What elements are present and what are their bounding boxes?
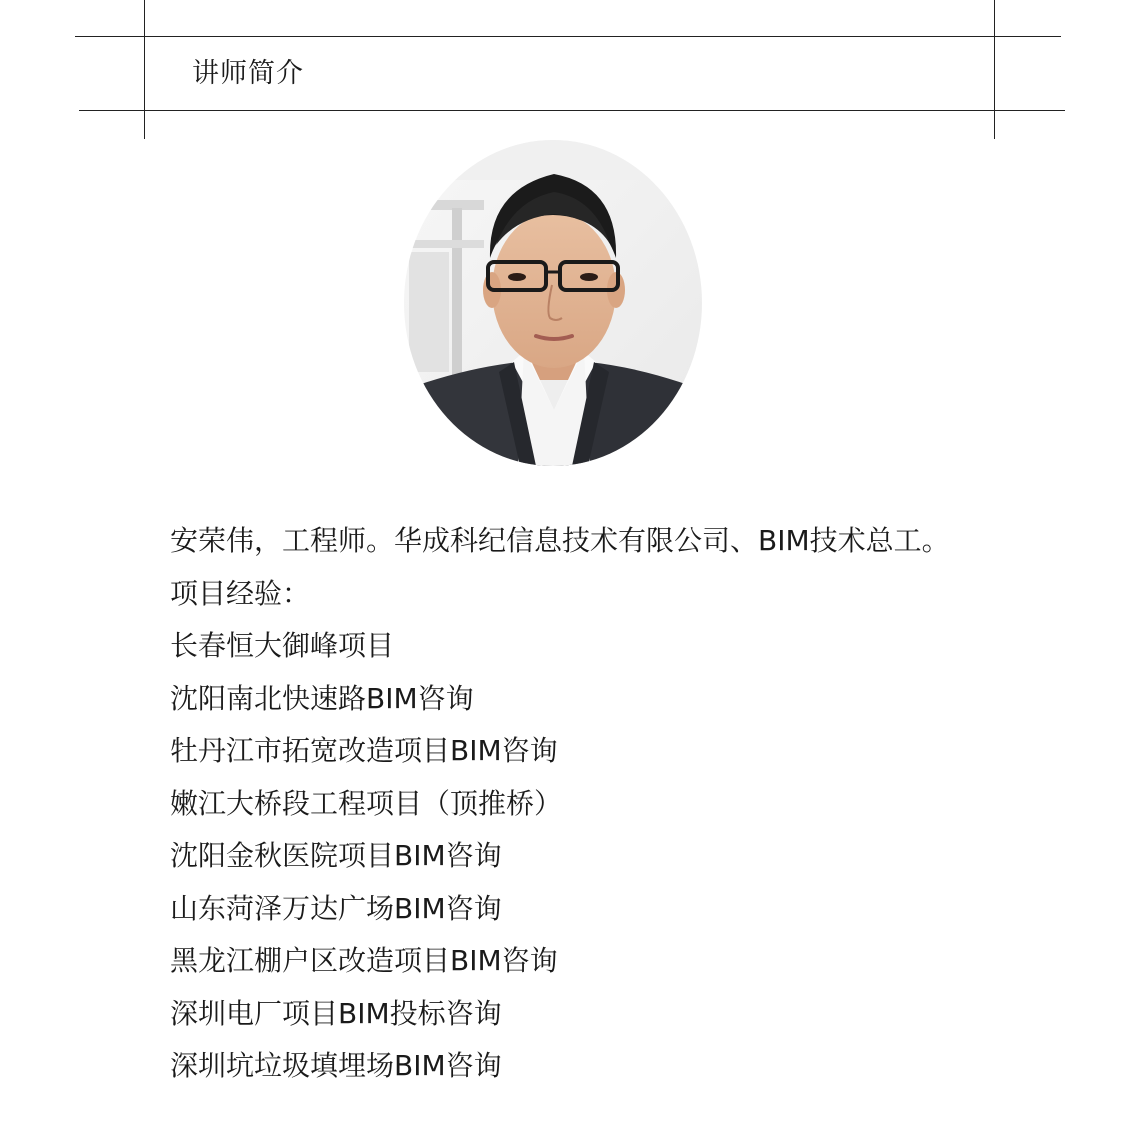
- instructor-intro: 安荣伟，工程师。华成科纪信息技术有限公司、BIM技术总工。: [170, 524, 950, 557]
- project-item: 长春恒大御峰项目: [170, 629, 395, 662]
- project-item: 山东菏泽万达广场BIM咨询: [170, 891, 502, 925]
- instructor-bio: [170, 515, 1110, 1093]
- project-item: 嫩江大桥段工程项目（顶推桥）: [170, 786, 563, 820]
- project-item: 沈阳金秋医院项目BIM咨询: [170, 839, 502, 872]
- project-item: 深圳电厂项目BIM投标咨询: [170, 996, 502, 1030]
- project-item: 沈阳南北快速路BIM咨询: [170, 681, 474, 715]
- project-item: 牡丹江市拓宽改造项目BIM咨询: [170, 734, 558, 767]
- section-title: 讲师简介: [192, 58, 304, 89]
- header-rule-right: [994, 0, 995, 139]
- header-rule-top: [75, 36, 1061, 37]
- project-item: 黑龙江棚户区改造项目BIM咨询: [170, 944, 558, 977]
- instructor-portrait: [404, 140, 702, 466]
- experience-heading: 项目经验：: [170, 576, 311, 610]
- header-rule-left: [144, 0, 145, 139]
- header-rule-bottom: [79, 110, 1065, 111]
- project-item: 深圳坑垃圾填埋场BIM咨询: [170, 1049, 502, 1082]
